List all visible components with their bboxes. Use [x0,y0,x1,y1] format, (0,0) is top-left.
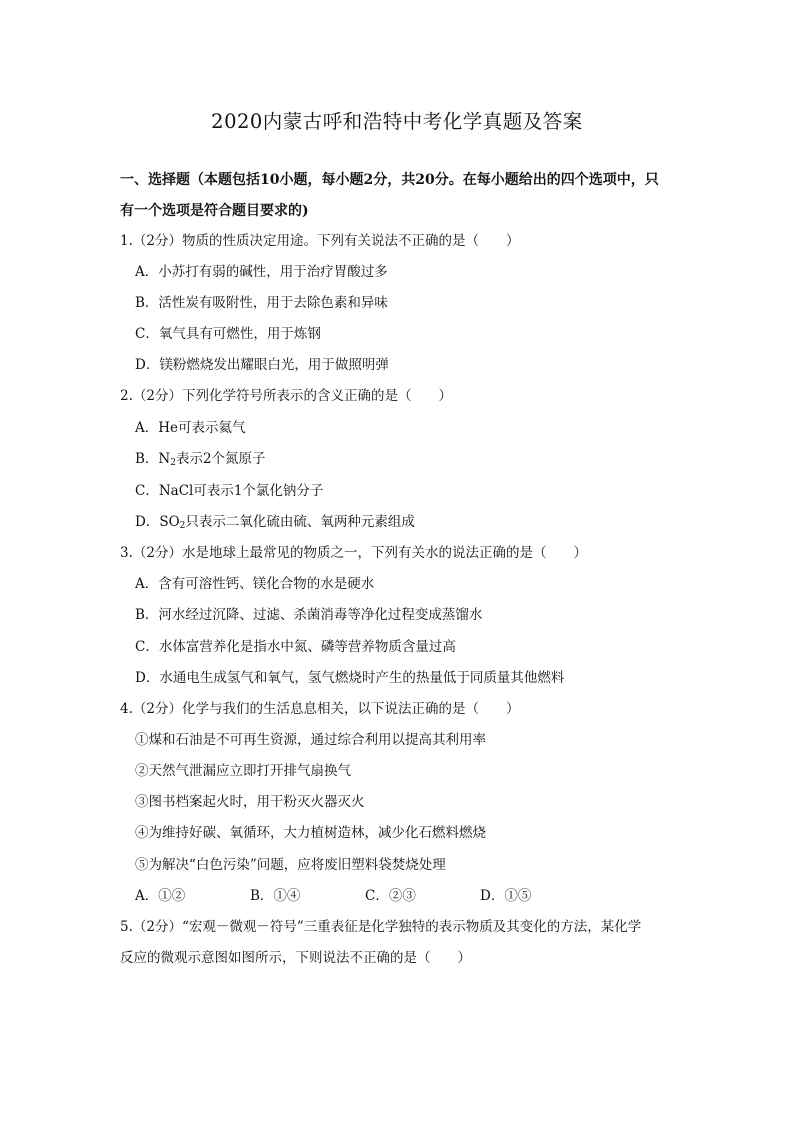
question-2-option-d [135,512,415,532]
question-3-option-c: C．水体富营养化是指水中氮、磷等营养物质含量过高 [135,639,456,655]
question-4-option-b: B．①④ [250,888,301,904]
question-1-option-d: D．镁粉燃烧发出耀眼白光，用于做照明弹 [135,357,389,373]
question-2-option-c: C．NaCl可表示1个氯化钠分子 [135,483,324,499]
question-4-statement-5: ⑤为解决“白色污染”问题，应将废旧塑料袋焚烧处理 [135,857,446,873]
question-3-option-a: A．含有可溶性钙、镁化合物的水是硬水 [135,576,375,592]
option-d-prefix: D．SO [135,514,180,530]
page-title: 2020内蒙古呼和浩特中考化学真题及答案 [211,110,583,133]
question-1-option-b: B．活性炭有吸附性，用于去除色素和异味 [135,295,388,311]
question-4-statement-3: ③图书档案起火时，用干粉灭火器灭火 [135,794,365,810]
section-heading-line-2: 有一个选项是符合题目要求的) [120,203,309,219]
question-5-stem-line-2: 反应的微观示意图如图所示，下则说法不正确的是（ ） [120,950,471,966]
question-2-option-b [135,449,266,469]
subscript: 2 [170,458,176,468]
question-3-option-b: B．河水经过沉降、过滤、杀菌消毒等净化过程变成蒸馏水 [135,607,483,623]
question-1-option-a: A．小苏打有弱的碱性，用于治疗胃酸过多 [135,264,388,280]
question-1-stem: 1.（2分）物质的性质决定用途。下列有关说法不正确的是（ ） [120,233,520,249]
question-3-stem: 3.（2分）水是地球上最常见的物质之一，下列有关水的说法正确的是（ ） [120,545,587,561]
question-4-option-a: A．①② [135,888,186,904]
section-heading-line-1: 一、选择题（本题包括10小题，每小题2分，共20分。在每小题给出的四个选项中，只 [120,172,659,188]
question-4-stem: 4.（2分）化学与我们的生活息息相关，以下说法正确的是（ ） [120,701,520,717]
option-b-prefix: B．N [135,451,171,467]
question-4-option-d: D．①⑤ [480,888,532,904]
question-4-option-c: C．②③ [365,888,416,904]
option-d-rest: 只表示二氧化硫由硫、氧两种元素组成 [185,514,415,530]
question-4-choices [135,886,595,906]
question-2-stem: 2.（2分）下列化学符号所表示的含义正确的是（ ） [120,388,452,404]
question-1-option-c: C．氧气具有可燃性，用于炼钢 [135,326,321,342]
question-4-statement-1: ①煤和石油是不可再生资源，通过综合利用以提高其利用率 [135,732,486,748]
question-2-option-a: A．He可表示氦气 [135,420,246,436]
question-4-statement-2: ②天然气泄漏应立即打开排气扇换气 [135,763,351,779]
section-heading [120,165,680,227]
subscript: 2 [179,521,186,531]
option-b-rest: 表示2个氮原子 [175,451,266,467]
question-4-statement-4: ④为维持好碳、氧循环，大力植树造林，减少化石燃料燃烧 [135,825,486,841]
question-5-stem-line-1: 5.（2分）“宏观－微观－符号”三重表征是化学独特的表示物质及其变化的方法，某化学 [120,919,642,935]
question-3-option-d: D．水通电生成氢气和氧气，氢气燃烧时产生的热量低于同质量其他燃料 [135,670,565,686]
